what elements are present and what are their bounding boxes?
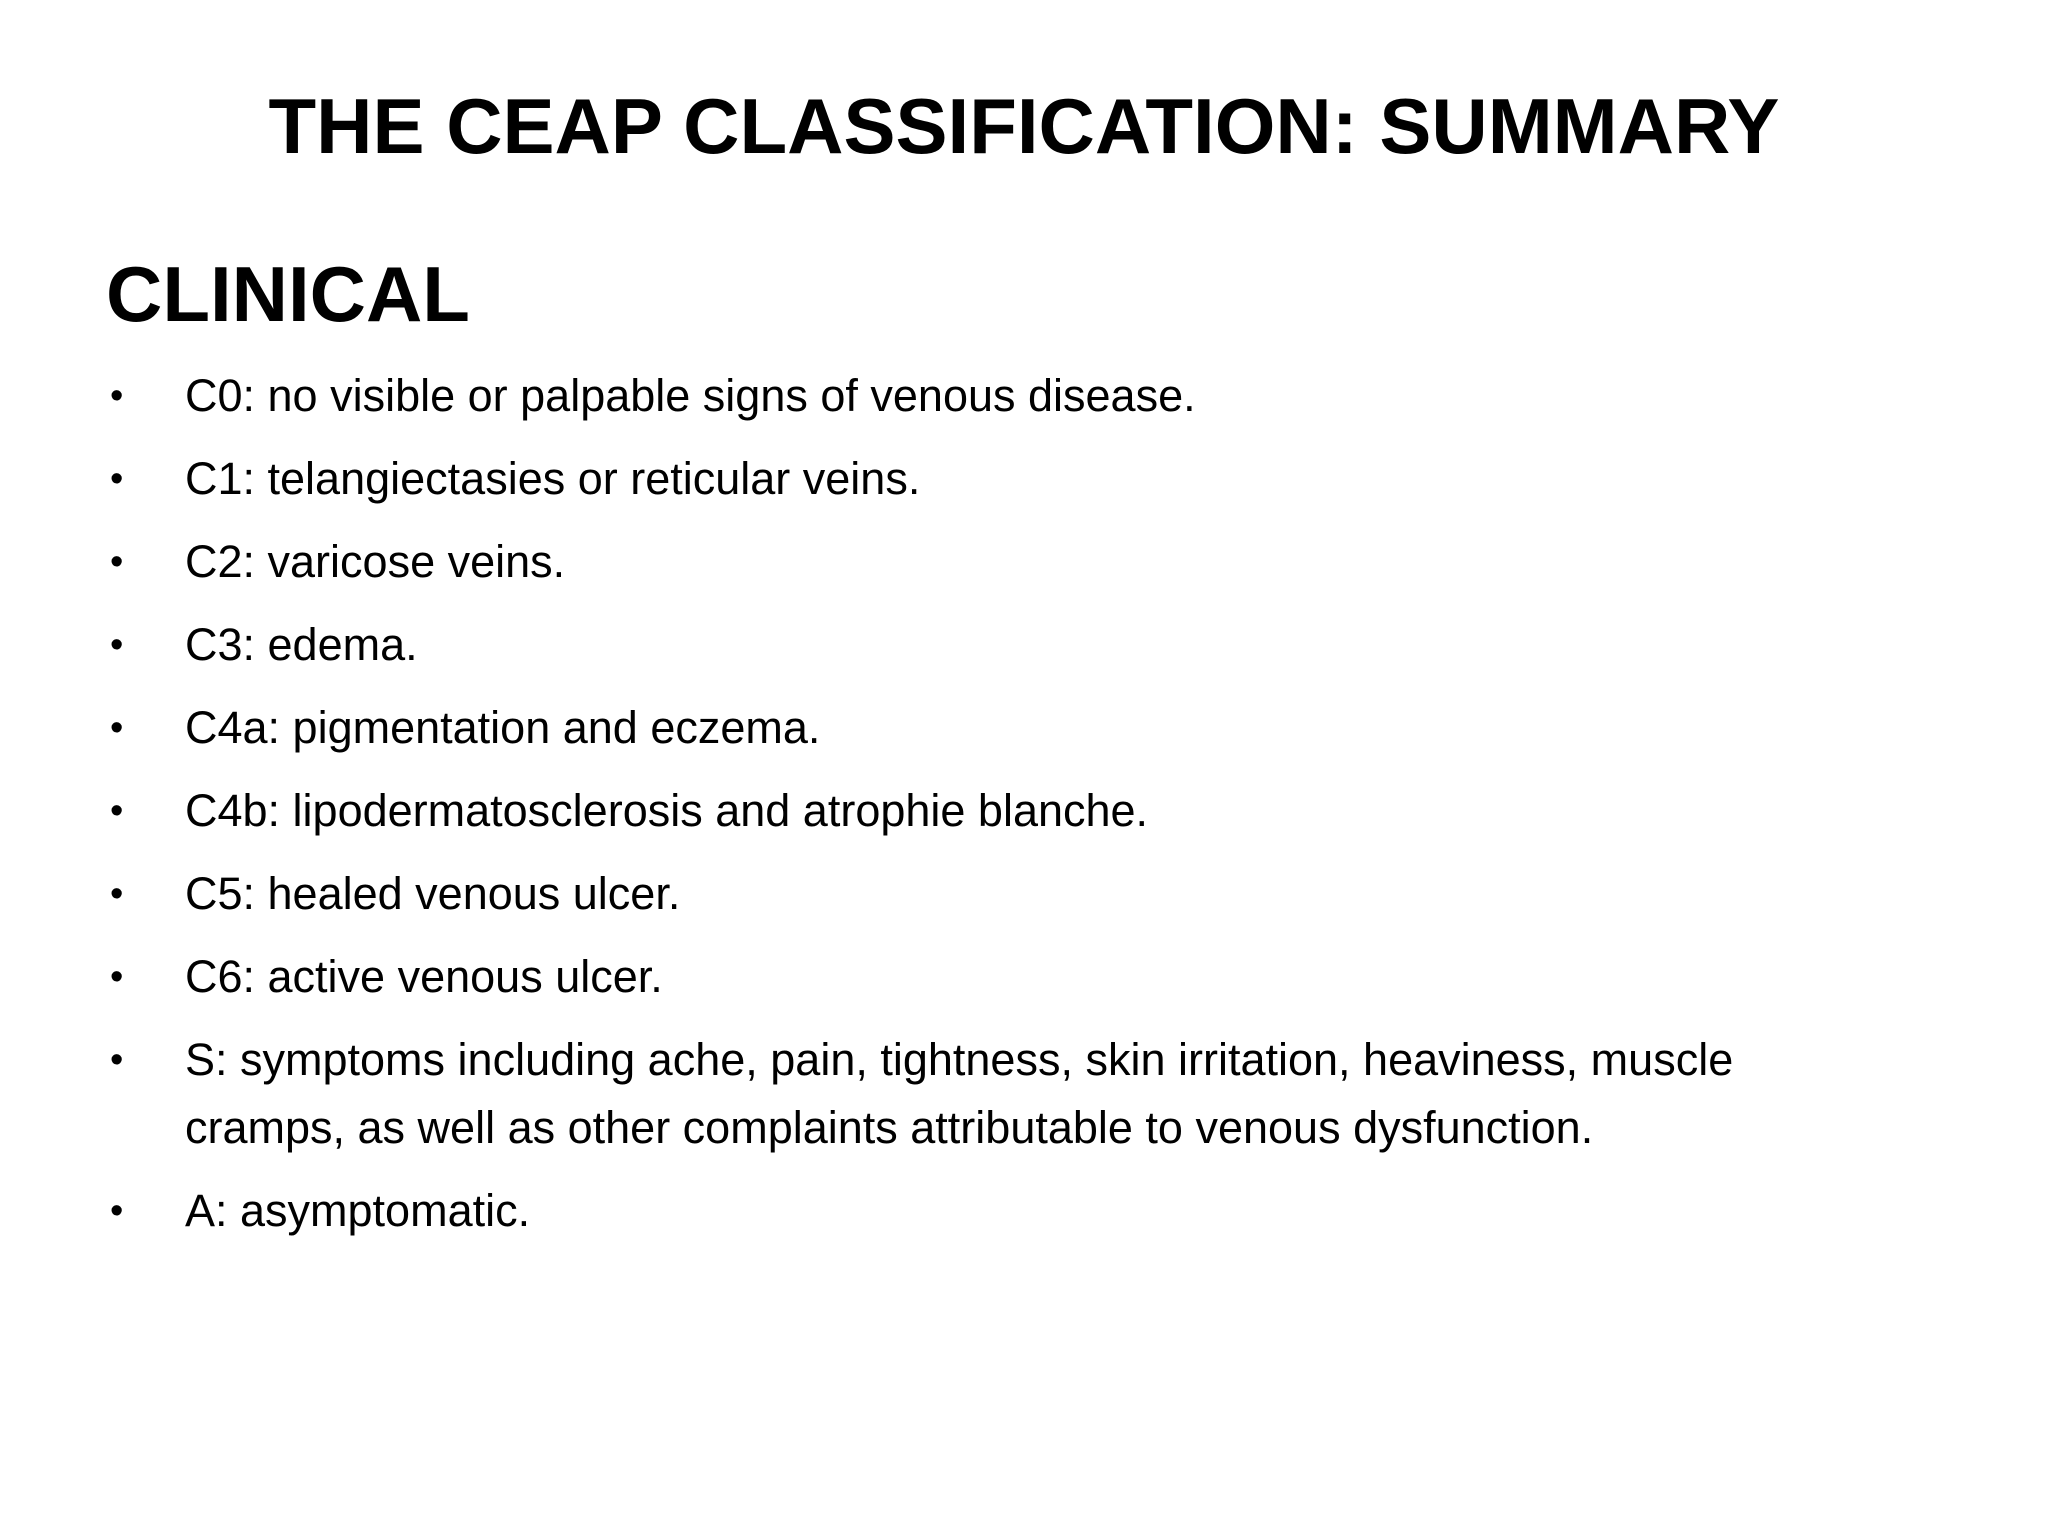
bullet-icon: •: [110, 375, 124, 417]
section-heading: CLINICAL: [106, 250, 470, 338]
bullet-icon: •: [110, 707, 124, 749]
bullet-text: C2: varicose veins.: [185, 536, 566, 587]
bullet-icon: •: [110, 790, 124, 832]
slide-title: THE CEAP CLASSIFICATION: SUMMARY: [268, 82, 1780, 170]
bullet-text: C1: telangiectasies or reticular veins.: [185, 453, 921, 504]
bullet-text: S: symptoms including ache, pain, tightness, skin irritation, heaviness, muscle cramps, as well as other complaints attributable to venous dysfunction.: [185, 1034, 1734, 1153]
bullet-text: C3: edema.: [185, 619, 418, 670]
bullet-item-c4b: [106, 777, 1866, 845]
bullet-item-c2: [106, 528, 1866, 596]
bullet-item-c0: [106, 362, 1866, 430]
bullet-icon: •: [110, 873, 124, 915]
bullet-text: C6: active venous ulcer.: [185, 951, 663, 1002]
bullet-text: C4a: pigmentation and eczema.: [185, 702, 821, 753]
bullet-text: C0: no visible or palpable signs of venous disease.: [185, 370, 1196, 421]
bullet-list: [106, 362, 1866, 1260]
bullet-icon: •: [110, 1039, 124, 1081]
bullet-icon: •: [110, 956, 124, 998]
bullet-item-s: [106, 1026, 1866, 1162]
bullet-item-c4a: [106, 694, 1866, 762]
bullet-item-c3: [106, 611, 1866, 679]
bullet-item-c6: [106, 943, 1866, 1011]
bullet-item-a: [106, 1177, 1866, 1245]
bullet-item-c1: [106, 445, 1866, 513]
bullet-item-c5: [106, 860, 1866, 928]
bullet-icon: •: [110, 1190, 124, 1232]
bullet-text: A: asymptomatic.: [185, 1185, 531, 1236]
bullet-icon: •: [110, 624, 124, 666]
bullet-icon: •: [110, 541, 124, 583]
bullet-text: C4b: lipodermatosclerosis and atrophie blanche.: [185, 785, 1149, 836]
bullet-icon: •: [110, 458, 124, 500]
bullet-text: C5: healed venous ulcer.: [185, 868, 681, 919]
